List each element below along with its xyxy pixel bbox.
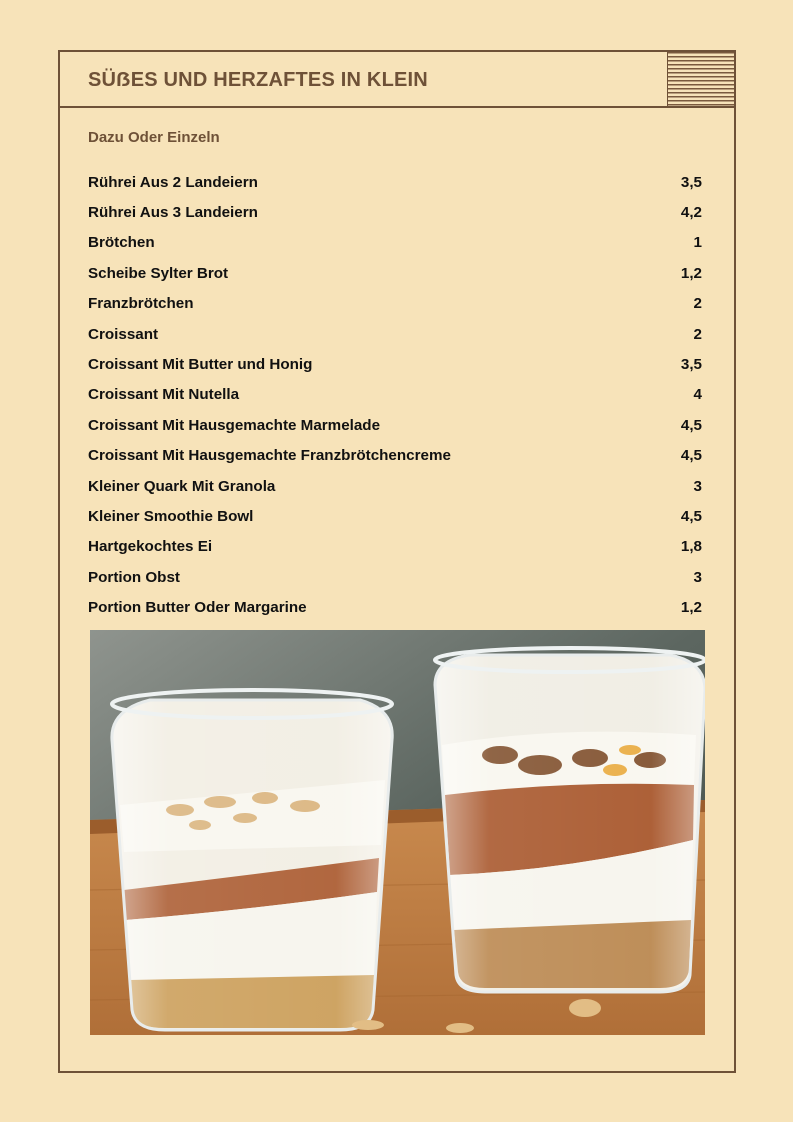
menu-item-price: 4 [693,386,702,404]
menu-item-name: Scheibe Sylter Brot [88,264,229,282]
menu-item [88,441,704,471]
menu-item-price: 3,5 [680,356,702,374]
menu-item [88,380,704,410]
menu-item-name: Franzbrötchen [88,295,194,313]
parfait-photo [90,630,705,1035]
menu-item [88,228,704,258]
menu-item-price: 4,5 [680,507,702,525]
menu-item-price: 1 [693,234,702,252]
menu-item [88,167,704,197]
menu-item-price: 3,5 [680,173,702,191]
menu-item-name: Kleiner Smoothie Bowl [88,507,254,525]
menu-list [88,167,704,623]
menu-item [88,289,704,319]
section-subtitle: Dazu Oder Einzeln [88,129,220,146]
menu-item-name: Croissant Mit Nutella [88,386,240,404]
menu-item-name: Croissant [88,325,159,343]
menu-item-price: 1,2 [680,264,702,282]
menu-item-price: 1,8 [680,538,702,556]
menu-item-name: Croissant Mit Hausgemachte Marmelade [88,416,381,434]
menu-item-price: 2 [693,295,702,313]
stripes-decoration [667,52,734,106]
menu-item-name: Portion Obst [88,568,180,586]
menu-item-price: 4,5 [680,447,702,465]
menu-item-name: Hartgekochtes Ei [88,538,213,556]
menu-item-name: Rührei Aus 2 Landeiern [88,173,258,191]
menu-item [88,562,704,592]
menu-item-name: Brötchen [88,234,155,252]
menu-item [88,197,704,227]
menu-item [88,410,704,440]
menu-item-price: 2 [693,325,702,343]
menu-item [88,592,704,622]
menu-item-name: Croissant Mit Hausgemachte Franzbrötchencreme [88,447,451,465]
parfait-illustration [90,630,705,1035]
menu-item-price: 3 [693,477,702,495]
menu-item-price: 4,2 [680,204,702,222]
header-bar [60,52,734,108]
menu-item [88,532,704,562]
menu-item-name: Portion Butter Oder Margarine [88,599,307,617]
page-title: SÜẞES UND HERZAFTES IN KLEIN [88,69,428,91]
menu-item-price: 4,5 [680,416,702,434]
menu-item-price: 3 [693,568,702,586]
menu-item-price: 1,2 [680,599,702,617]
menu-item [88,258,704,288]
menu-item [88,319,704,349]
menu-item [88,349,704,379]
menu-item-name: Croissant Mit Butter und Honig [88,356,313,374]
menu-frame [58,50,736,1073]
menu-item [88,471,704,501]
menu-item [88,501,704,531]
menu-item-name: Rührei Aus 3 Landeiern [88,204,258,222]
menu-item-name: Kleiner Quark Mit Granola [88,477,276,495]
